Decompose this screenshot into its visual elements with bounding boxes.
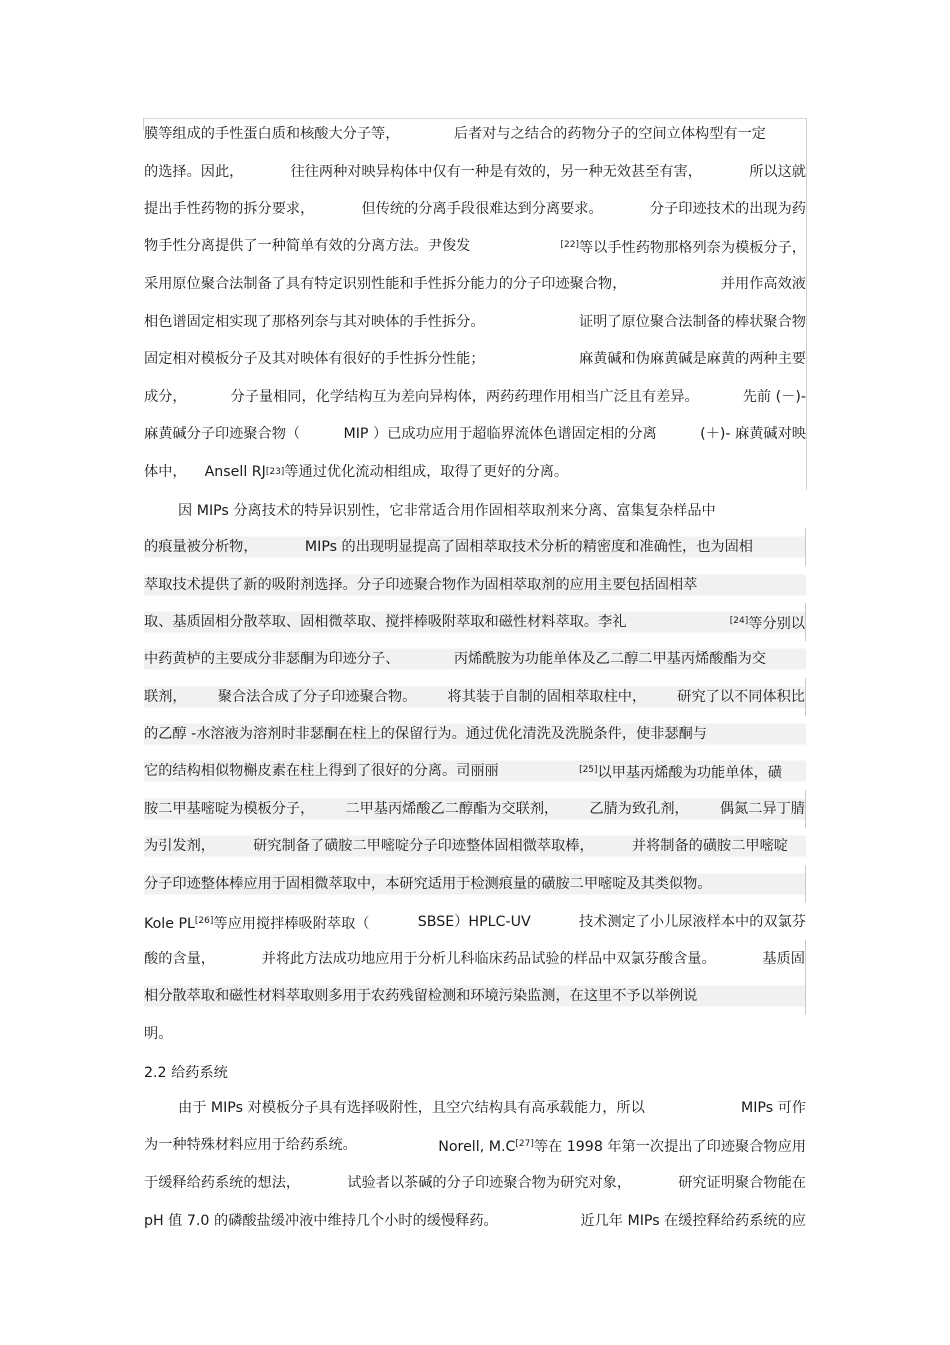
citation-ref: [23] [265,467,285,477]
citation-ref: [24] [729,615,749,626]
citation-ref: [25] [579,764,598,775]
text-line: 萃取技术提供了新的吸附剂选择。分子印迹聚合物作为固相萃取剂的应用主要包括固相萃 [144,566,806,604]
text-line: Kole PL[26]等应用搅拌棒吸附萃取（ SBSE）HPLC-UV 技术测定了小儿尿液样本中的双氯芬 [144,914,806,932]
text-line: 它的结构相似物槲皮素在柱上得到了很好的分离。司丽丽 [25]以甲基丙烯酸为功能单体，磺 [144,752,806,790]
citation-ref: [22] [560,239,579,250]
text-line: 的乙醇 -水溶液为溶剂时非瑟酮在柱上的保留行为。通过优化清洗及洗脱条件，使非瑟酮与 [144,715,806,753]
text-line: 相分散萃取和磁性材料萃取则多用于农药残留检测和环境污染监测，在这里不予以举例说 [144,977,806,1015]
text-line: 固定相对模板分子及其对映体有很好的手性拆分性能； 麻黄碱和伪麻黄碱是麻黄的两种主要 [144,351,806,367]
text-line: 相色谱固定相实现了那格列奈与其对映体的手性拆分。 证明了原位聚合法制备的棒状聚合物 [144,314,806,330]
text-line: 的选择。因此， 往往两种对映异构体中仅有一种是有效的，另一种无效甚至有害， 所以这就 [144,164,806,180]
text-line: 体中， Ansell RJ [23] 等通过优化流动相组成，取得了更好的分离。 [144,453,806,491]
paragraph-first-line: 由于 MIPs 对模板分子具有选择吸附性，且空穴结构具有高承载能力，所以 MIPs 可作 [178,1100,806,1116]
text-line: 膜等组成的手性蛋白质和核酸大分子等， 后者对与之结合的药物分子的空间立体构型有一定 [144,126,766,142]
frame-rule-right [806,118,807,490]
paragraph-first-line: 因 MIPs 分离技术的特异识别性，它非常适合用作固相萃取剂来分离、富集复杂样品中 [178,503,716,519]
text-line: 成分， 分子量相同，化学结构互为差向异构体，两药药理作用相当广泛且有差异。 先前 (－)- [144,389,806,405]
section-heading: 2.2 给药系统 [144,1065,228,1081]
citation-ref: [26] [194,915,214,926]
citation-ref: [27] [515,1138,534,1149]
text-line: 采用原位聚合法制备了具有特定识别性能和手性拆分能力的分子印迹聚合物， 并用作高效液 [144,276,806,292]
text-line: 中药黄栌的主要成分非瑟酮为印迹分子、 丙烯酰胺为功能单体及乙二醇二甲基丙烯酸酯为交 [144,640,806,678]
text-line: 联剂， 聚合法合成了分子印迹聚合物。 将其装于自制的固相萃取柱中， 研究了以不同体积比 [144,678,806,716]
text-line: 分子印迹整体棒应用于固相微萃取中，本研究适用于检测痕量的磺胺二甲嘧啶及其类似物。 [144,865,806,903]
text-line: 明。 [144,1026,173,1042]
text-line: 胺二甲基嘧啶为模板分子， 二甲基丙烯酸乙二醇酯为交联剂， 乙腈为致孔剂， 偶氮二异丁腈 [144,790,806,828]
text-line: 取、基质固相分散萃取、固相微萃取、搅拌棒吸附萃取和磁性材料萃取。李礼 [24]等分别以 [144,603,806,641]
text-line: 提出手性药物的拆分要求， 但传统的分离手段很难达到分离要求。 分子印迹技术的出现为药 [144,201,806,217]
text-line: 为引发剂， 研究制备了磺胺二甲嘧啶分子印迹整体固相微萃取棒， 并将制备的磺胺二甲嘧啶 [144,827,806,865]
text-line: 的痕量被分析物， MIPs 的出现明显提高了固相萃取技术分析的精密度和准确性，也为固相 [144,528,806,566]
text-line: 为一种特殊材料应用于给药系统。 Norell, M.C[27]等在 1998 年第一次提出了印迹聚合物应用 [144,1137,806,1155]
text-line: 酸的含量， 并将此方法成功地应用于分析儿科临床药品试验的样品中双氯芬酸含量。 基质固 [144,940,806,978]
text-line: 麻黄碱分子印迹聚合物（ MIP ）已成功应用于超临界流体色谱固定相的分离 (＋)- 麻黄碱对映 [144,426,806,442]
text-line: pH 值 7.0 的磷酸盐缓冲液中维持几个小时的缓慢释药。 近几年 MIPs 在缓控释给药系统的应 [144,1213,806,1229]
text-line: 物手性分离提供了一种简单有效的分离方法。尹俊发 [22]等以手性药物那格列奈为模板分子， [144,238,806,256]
text-line: 于缓释给药系统的想法， 试验者以茶碱的分子印迹聚合物为研究对象， 研究证明聚合物能在 [144,1175,806,1191]
